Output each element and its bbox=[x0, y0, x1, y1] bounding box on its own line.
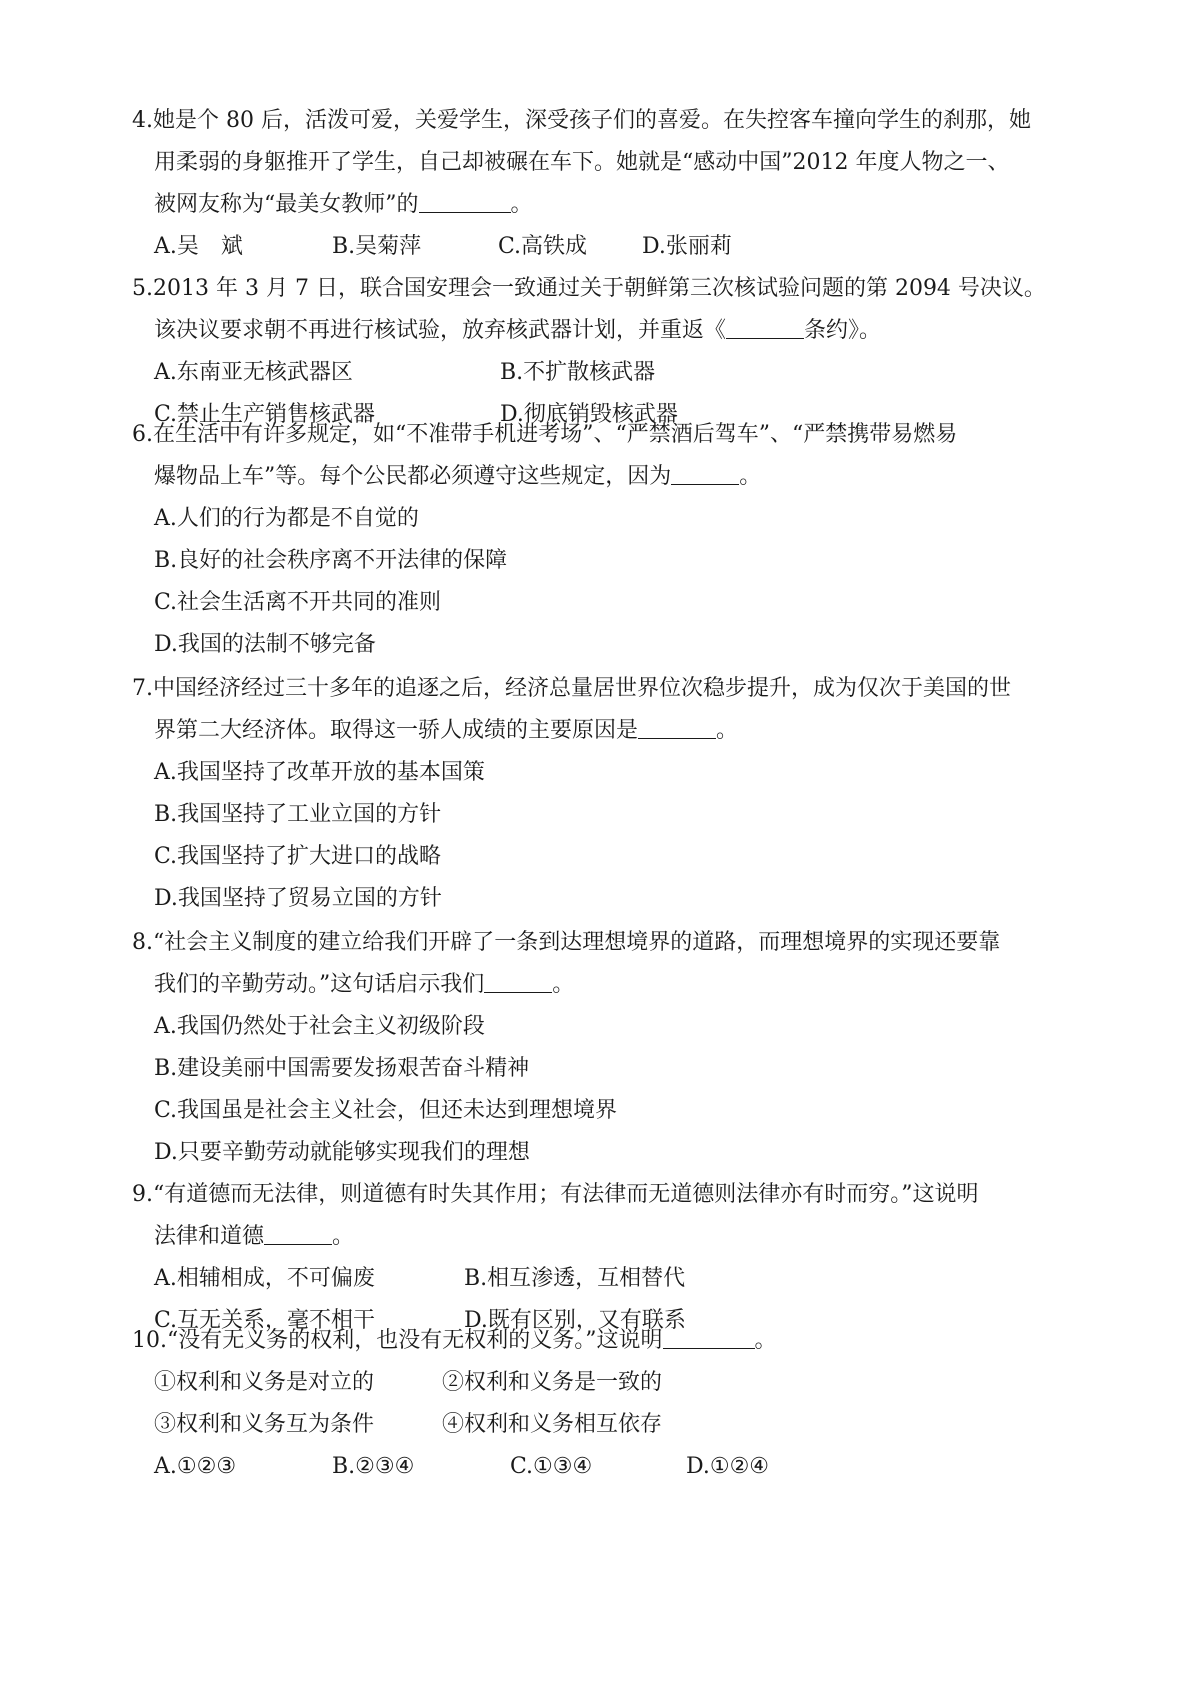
question-number: 9. bbox=[132, 1182, 153, 1207]
answer-blank bbox=[726, 312, 804, 339]
question-9 bbox=[132, 1174, 1092, 1342]
question-4 bbox=[132, 100, 1092, 268]
statement-2: ②权利和义务是一致的 bbox=[442, 1370, 663, 1395]
option-d[interactable]: D.我国坚持了贸易立国的方针 bbox=[154, 886, 442, 911]
question-stem-line: 爆物品上车”等。每个公民都必须遵守这些规定，因为 bbox=[154, 464, 672, 489]
question-7 bbox=[132, 668, 1092, 920]
option-a[interactable]: A.吴 斌 bbox=[154, 234, 243, 259]
option-d[interactable]: D.只要辛勤劳动就能够实现我们的理想 bbox=[154, 1140, 530, 1165]
options bbox=[132, 1006, 1092, 1174]
option-d[interactable]: D.我国的法制不够完备 bbox=[154, 632, 376, 657]
question-6 bbox=[132, 414, 1092, 666]
question-number: 8. bbox=[132, 930, 153, 955]
question-stem-line: “没有无义务的权利，也没有无权利的义务。”这说明 bbox=[167, 1328, 663, 1353]
question-stem-line: 该决议要求朝不再进行核试验，放弃核武器计划，并重返《 bbox=[154, 318, 727, 343]
question-stem-line: 界第二大经济体。取得这一骄人成绩的主要原因是 bbox=[154, 718, 639, 743]
question-5 bbox=[132, 268, 1092, 436]
question-stem-line: 中国经济经过三十多年的追逐之后，经济总量居世界位次稳步提升，成为仅次于美国的世 bbox=[153, 676, 1012, 701]
statement-4: ④权利和义务相互依存 bbox=[442, 1412, 663, 1437]
answer-blank bbox=[663, 1322, 755, 1349]
question-stem-tail: 。 bbox=[510, 192, 533, 217]
option-c[interactable]: C.我国坚持了扩大进口的战略 bbox=[154, 844, 442, 869]
question-stem-line: 用柔弱的身躯推开了学生，自己却被碾在车下。她就是“感动中国”2012 年度人物之一、 bbox=[154, 150, 1010, 175]
question-number: 10. bbox=[132, 1328, 167, 1353]
question-stem-line: 她是个 80 后，活泼可爱，关爱学生，深受孩子们的喜爱。在失控客车撞向学生的刹那，她 bbox=[153, 108, 1031, 133]
question-stem-tail: 。 bbox=[716, 718, 739, 743]
question-number: 5. bbox=[132, 276, 153, 301]
question-stem-line: 被网友称为“最美女教师”的 bbox=[154, 192, 419, 217]
option-b[interactable]: B.吴菊萍 bbox=[332, 234, 422, 259]
option-d[interactable]: D.彻底销毁核武器 bbox=[500, 402, 678, 427]
question-stem-tail: 条约》。 bbox=[804, 318, 882, 343]
option-a[interactable]: A.我国坚持了改革开放的基本国策 bbox=[154, 760, 485, 785]
option-c[interactable]: C.社会生活离不开共同的准则 bbox=[154, 590, 442, 615]
options bbox=[132, 226, 1092, 268]
option-b[interactable]: B.不扩散核武器 bbox=[500, 360, 656, 385]
option-c[interactable]: C.高铁成 bbox=[498, 234, 588, 259]
question-stem-line: 在生活中有许多规定，如“不准带手机进考场”、“严禁酒后驾车”、“严禁携带易燃易 bbox=[153, 422, 958, 447]
statements bbox=[132, 1362, 1092, 1446]
option-a[interactable]: A.人们的行为都是不自觉的 bbox=[154, 506, 419, 531]
option-a[interactable]: A.①②③ bbox=[154, 1454, 237, 1479]
answer-blank bbox=[671, 458, 739, 485]
question-stem-tail: 。 bbox=[332, 1224, 355, 1249]
statement-1: ①权利和义务是对立的 bbox=[154, 1370, 375, 1395]
answer-blank bbox=[264, 1218, 332, 1245]
answer-blank bbox=[638, 712, 716, 739]
statement-3: ③权利和义务互为条件 bbox=[154, 1412, 375, 1437]
answer-blank bbox=[419, 186, 511, 213]
question-stem-line: 法律和道德 bbox=[154, 1224, 265, 1249]
question-stem-tail: 。 bbox=[739, 464, 762, 489]
option-b[interactable]: B.良好的社会秩序离不开法律的保障 bbox=[154, 548, 508, 573]
question-stem-line: 2013 年 3 月 7 日，联合国安理会一致通过关于朝鲜第三次核试验问题的第 2094 号决议。 bbox=[153, 276, 1046, 301]
option-d[interactable]: D.既有区别，又有联系 bbox=[464, 1308, 686, 1333]
option-a[interactable]: A.我国仍然处于社会主义初级阶段 bbox=[154, 1014, 485, 1039]
option-b[interactable]: B.建设美丽中国需要发扬艰苦奋斗精神 bbox=[154, 1056, 530, 1081]
options bbox=[132, 1446, 1092, 1488]
option-a[interactable]: A.东南亚无核武器区 bbox=[154, 360, 353, 385]
question-stem-line: “社会主义制度的建立给我们开辟了一条到达理想境界的道路，而理想境界的实现还要靠 bbox=[153, 930, 1001, 955]
option-c[interactable]: C.我国虽是社会主义社会，但还未达到理想境界 bbox=[154, 1098, 618, 1123]
option-c[interactable]: C.禁止生产销售核武器 bbox=[154, 402, 376, 427]
question-number: 6. bbox=[132, 422, 153, 447]
option-c[interactable]: C.①③④ bbox=[510, 1454, 593, 1479]
option-a[interactable]: A.相辅相成，不可偏废 bbox=[154, 1266, 375, 1291]
option-d[interactable]: D.①②④ bbox=[686, 1454, 770, 1479]
options bbox=[132, 752, 1092, 920]
question-stem-tail: 。 bbox=[552, 972, 575, 997]
option-b[interactable]: B.②③④ bbox=[332, 1454, 415, 1479]
question-stem-line: “有道德而无法律，则道德有时失其作用；有法律而无道德则法律亦有时而穷。”这说明 bbox=[153, 1182, 979, 1207]
option-d[interactable]: D.张丽莉 bbox=[642, 234, 732, 259]
question-stem-line: 我们的辛勤劳动。”这句话启示我们 bbox=[154, 972, 485, 997]
answer-blank bbox=[484, 966, 552, 993]
options bbox=[132, 498, 1092, 666]
option-b[interactable]: B.我国坚持了工业立国的方针 bbox=[154, 802, 442, 827]
option-b[interactable]: B.相互渗透，互相替代 bbox=[464, 1266, 686, 1291]
option-c[interactable]: C.互无关系，毫不相干 bbox=[154, 1308, 376, 1333]
question-number: 4. bbox=[132, 108, 153, 133]
question-8 bbox=[132, 922, 1092, 1174]
question-10 bbox=[132, 1320, 1092, 1488]
question-stem-tail: 。 bbox=[754, 1328, 777, 1353]
question-number: 7. bbox=[132, 676, 153, 701]
